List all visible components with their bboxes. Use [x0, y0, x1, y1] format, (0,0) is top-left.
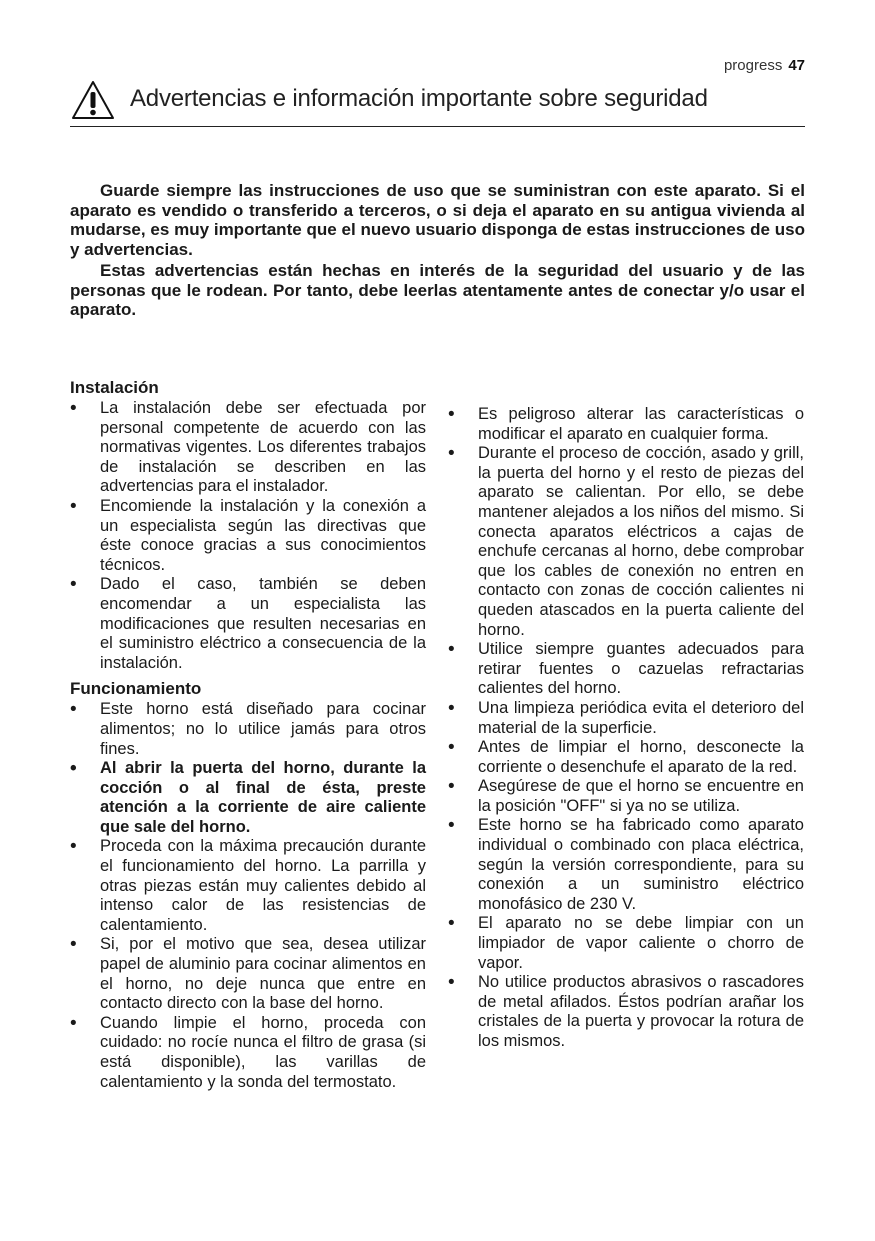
list-item: • No utilice productos abrasivos o rascadores de metal afilados. Éstos podrían arañar los cristales de la puerta y provocar la rotura de los mismos.	[448, 973, 804, 1051]
page-number: 47	[788, 57, 805, 74]
list-item: • Antes de limpiar el horno, desconecte la corriente o desenchufe el aparato de la red.	[448, 738, 804, 777]
right-column	[448, 405, 804, 1052]
list-item: • Dado el caso, también se deben encomendar a un especialista las modificaciones que resulten necesarias en el suministro eléctrico a consecuencia de la instalación.	[70, 575, 426, 673]
page-header	[724, 57, 805, 74]
right-list	[448, 405, 804, 1052]
operation-list	[70, 700, 426, 1092]
list-item: • Encomiende la instalación y la conexión a un especialista según las directivas que éste conoce gracias a sus conocimientos técnicos.	[70, 497, 426, 575]
list-item: • Es peligroso alterar las características o modificar el aparato en cualquier forma.	[448, 405, 804, 444]
list-item: • Una limpieza periódica evita el deterioro del material de la superficie.	[448, 699, 804, 738]
operation-heading: Funcionamiento	[70, 679, 202, 699]
intro-section	[70, 181, 805, 322]
list-item: • Al abrir la puerta del horno, durante la cocción o al final de ésta, preste atención a la corriente de aire caliente que sale del horno.	[70, 759, 426, 837]
title-row	[70, 78, 805, 127]
intro-paragraph: Estas advertencias están hechas en interés de la seguridad del usuario y de las personas que le rodean. Por tanto, debe leerlas atentamente antes de conectar y/o usar el aparato.	[70, 261, 805, 319]
list-item: • Este horno se ha fabricado como aparato individual o combinado con placa eléctrica, según la versión correspondiente, para su conexión a un suministro eléctrico monofásico de 230 V.	[448, 816, 804, 914]
list-item: • Si, por el motivo que sea, desea utilizar papel de aluminio para cocinar alimentos en el horno, no deje nunca que entre en contacto directo con la base del horno.	[70, 935, 426, 1013]
list-item: • Cuando limpie el horno, proceda con cuidado: no rocíe nunca el filtro de grasa (si está disponible), las varillas de calentamiento y la sonda del termostato.	[70, 1014, 426, 1092]
installation-heading: Instalación	[70, 378, 159, 397]
warning-triangle-icon	[70, 79, 116, 121]
list-item: • La instalación debe ser efectuada por personal competente de acuerdo con las normativas vigentes. Los diferentes trabajos de instalación se describen en las advertencias para el instalador.	[70, 399, 426, 497]
list-item: • Asegúrese de que el horno se encuentre en la posición "OFF" si ya no se utiliza.	[448, 777, 804, 816]
installation-list	[70, 399, 426, 673]
list-item: • Utilice siempre guantes adecuados para retirar fuentes o cazuelas refractarias calientes del horno.	[448, 640, 804, 699]
list-item: • Durante el proceso de cocción, asado y grill, la puerta del horno y el resto de piezas del aparato se calientan. Por ello, se debe mantener alejados a los niños del mismo. Si conecta aparatos eléctricos a cajas de enchufe cercanas al horno, debe comprobar que los cables de conexión no entren en contacto con zonas de cocción calientes ni queden atascados en la puerta caliente del horno.	[448, 444, 804, 640]
brand-name: progress	[723, 57, 783, 74]
list-item: • Este horno está diseñado para cocinar alimentos; no lo utilice jamás para otros fines.	[70, 700, 426, 759]
intro-paragraph: Guarde siempre las instrucciones de uso que se suministran con este aparato. Si el aparato es vendido o transferido a terceros, o si deja el aparato en su antigua vivienda al mudarse, es muy importante que el nuevo usuario disponga de estas instrucciones de uso y advertencias.	[70, 181, 805, 259]
page-title: Advertencias e información importante sobre seguridad	[130, 85, 708, 112]
list-item: • El aparato no se debe limpiar con un limpiador de vapor caliente o chorro de vapor.	[448, 914, 804, 973]
list-item: • Proceda con la máxima precaución durante el funcionamiento del horno. La parrilla y otras piezas están muy calientes debido al intenso calor de las resistencias de calentamiento.	[70, 837, 426, 935]
left-column	[70, 378, 426, 1092]
